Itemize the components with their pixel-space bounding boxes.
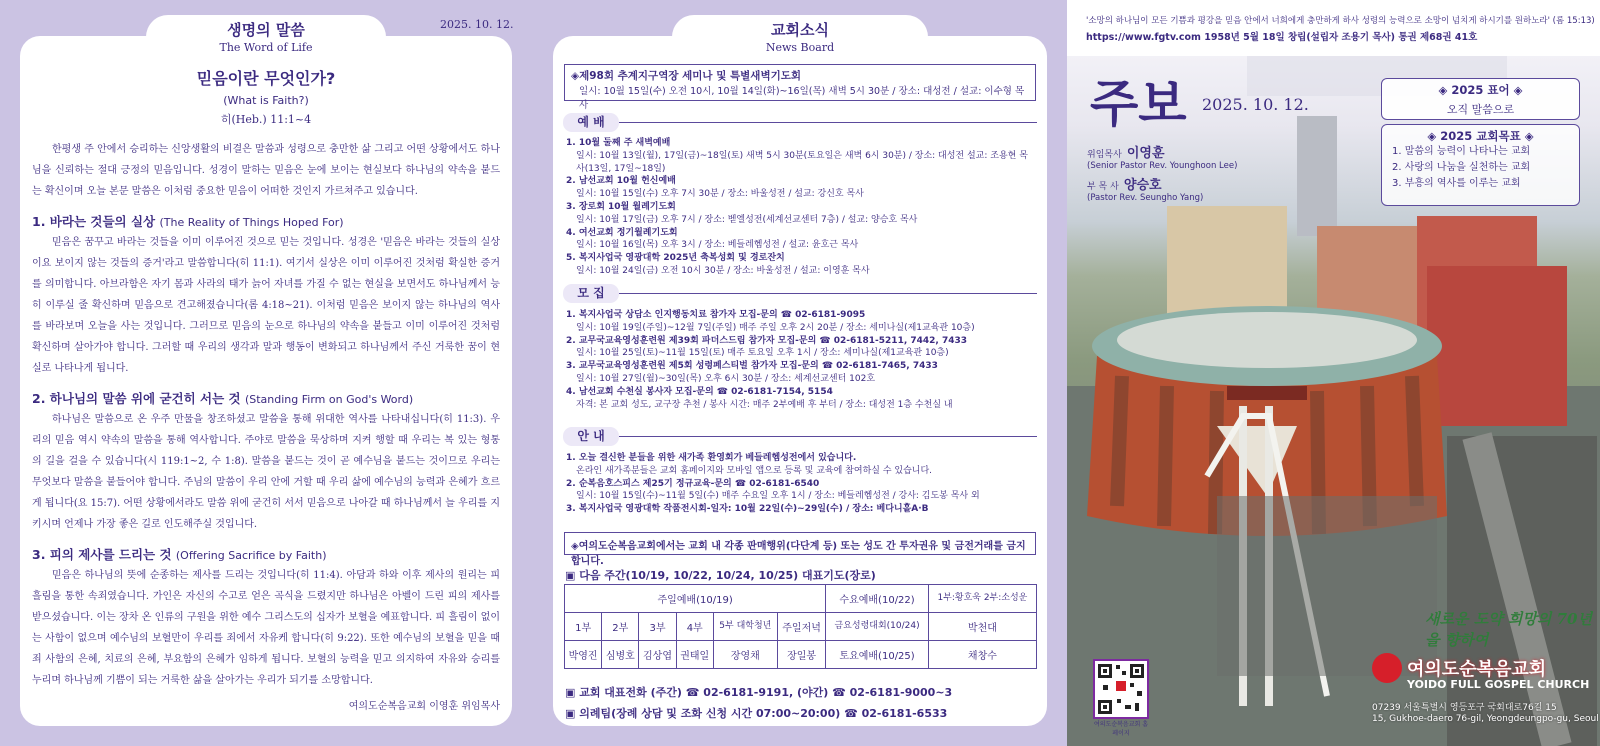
church-name-en: YOIDO FULL GOSPEL CHURCH <box>1407 678 1590 691</box>
table-cell: 1부:황호욱 2부:소성운 <box>928 585 1036 613</box>
prayer-schedule-title: ▣ 다음 주간(10/19, 10/22, 10/24, 10/25) 대표기도(장로) <box>565 569 876 582</box>
section-text-1: 믿음은 꿈꾸고 바라는 것들을 이미 이루어진 것으로 믿는 것입니다. 성경은 '믿음은 바라는 것들의 실상이요 보이지 않는 것들의 증거'라고 말씀합니다(히 11:1). 여기서 실상은 이미 이루어진 것처럼 확실한 증거를 의미합니다. 아브라함은 자기 몸과 사라의 태가 늙어 자녀를 가질 수 없는 현실을 보면서도 하나님께서 능히 이루실 줄 확신하며 믿음으로 견고해졌습니다(롬 4:18~21). 이처럼 믿음은 보이지 않는 하나님의 역사를 바라보며 오늘을 사는 것입니다. 그러므로 믿음의 눈으로 하나님의 약속을 붙들고 이미 이루어진 것처럼 확신하며 살아가야 합니다. 그러할 때 우리의 생각과 말과 행동이 변화되고 하나님께서 주신 거룩한 꿈이 현실로 나타나게 됩니다. <box>32 237 500 374</box>
goal-item: 3. 부흥의 역사를 이루는 교회 <box>1392 178 1521 189</box>
list-item: 2. 순복음호스피스 제25기 정규교육-문의 ☎ 02-6181-6540 일시: 10월 15일(수)~11월 5일(수) 매주 수요일 오후 1시 / 장소: 베들레헴성전 / 강사: 김도봉 목사 외 <box>566 478 980 502</box>
anniversary-slogan: 새로운 도약 희망의 70년을 향하여 <box>1425 610 1592 649</box>
section-heading-3: 3. 피의 제사를 드리는 것 (Offering Sacrifice by Faith) <box>32 547 327 562</box>
table-cell: 4부 <box>676 613 713 641</box>
bulletin-date: 2025. 10. 12. <box>440 18 514 31</box>
scripture-reference: 히(Heb.) 11:1~4 <box>220 113 312 126</box>
recruit-list <box>566 309 1036 411</box>
list-item: 1. 10월 둘째 주 새벽예배 일시: 10월 13일(월), 17일(금)~18일(토) 새벽 5시 30분(토요일은 새벽 6시 30분) / 장소: 대성전 설교: 조용현 목사(13일, 17일~18일) <box>566 138 1028 174</box>
table-cell: 금요성령대회(10/24) <box>826 613 929 641</box>
table-cell: 심병호 <box>602 641 639 669</box>
table-cell: 1부 <box>565 613 602 641</box>
section-heading-1: 1. 바라는 것들의 실상 (The Reality of Things Hoped For) <box>32 214 344 229</box>
list-item: 4. 여선교회 정기월례기도회 일시: 10월 16일(목) 오후 3시 / 장소: 베들레헴성전 / 설교: 윤호근 목사 <box>566 227 859 251</box>
associate-pastor-info: 부 목 사 양승호 (Pastor Rev. Seungho Yang) <box>1087 178 1204 203</box>
section-label-worship: 예 배 <box>563 113 619 132</box>
table-cell: 박영진 <box>565 641 602 669</box>
senior-pastor-info: 위임목사 이영훈 (Senior Pastor Rev. Younghoon Lee) <box>1087 146 1238 171</box>
address-korean: 07239 서울특별시 영등포구 국회대로76길 15 <box>1372 703 1557 713</box>
prayer-schedule-table <box>564 584 1037 669</box>
divider <box>619 122 1037 123</box>
section-heading-2: 2. 하나님의 말씀 위에 굳건히 서는 것 (Standing Firm on God's Word) <box>32 391 414 406</box>
church-phone-line: ▣ 교회 대표전화 (주간) ☎ 02-6181-9191, (야간) ☎ 02-6181-9000~3 <box>565 686 953 699</box>
tab-title: 교회소식 <box>771 21 829 39</box>
worship-list <box>566 137 1036 278</box>
table-cell: 김상엽 <box>639 641 676 669</box>
section-label-recruit: 모 집 <box>563 284 619 303</box>
table-cell: 장영채 <box>713 641 777 669</box>
list-item: 1. 오늘 결신한 분들을 위한 새가족 환영회가 베들레헴성전에서 있습니다. 온라인 새가족분들은 교회 홈페이지와 모바일 앱으로 등록 및 교육에 참여하실 수 있습니다. <box>566 453 933 476</box>
table-cell: 토요예배(10/25) <box>826 641 929 669</box>
qr-label: 여의도순복음교회 홈페이지 <box>1093 721 1149 737</box>
tab-title: 생명의 말씀 <box>227 21 305 39</box>
list-item: 4. 남선교회 수천실 봉사자 모집-문의 ☎ 02-6181-7154, 5154 자격: 본 교회 성도, 교구장 추천 / 봉사 시간: 매주 2부예배 후 부터 / 장소: 대성전 1층 수천실 내 <box>566 386 953 410</box>
table-cell: 권태일 <box>676 641 713 669</box>
tab-subtitle: News Board <box>765 41 835 54</box>
bulletin-date: 2025. 10. 12. <box>1202 95 1309 114</box>
table-cell: 박천대 <box>928 613 1036 641</box>
motto-box: ◈ 2025 표어 ◈ 오직 말씀으로 <box>1381 78 1580 120</box>
word-of-life-panel <box>20 36 512 726</box>
list-item: 3. 장로회 10월 월례기도회 일시: 10월 17일(금) 오후 7시 / 장소: 벧엘성전(세계선교센터 7층) / 설교: 양승호 목사 <box>566 201 918 225</box>
table-cell: 채창수 <box>928 641 1036 669</box>
divider <box>619 293 1037 294</box>
table-cell: 수요예배(10/22) <box>826 585 929 613</box>
table-cell: 주일예배(10/19) <box>565 585 826 613</box>
table-row <box>565 641 1037 669</box>
church-goals-box: ◈ 2025 교회목표 ◈ 1. 말씀의 능력이 나타나는 교회 2. 사랑의 나눔을 실천하는 교회 3. 부흥의 역사를 이루는 교회 <box>1381 124 1580 206</box>
seminar-details: 일시: 10월 15일(수) 오전 10시, 10월 14일(화)~16일(목) 새벽 5시 30분 / 장소: 대성전 / 설교: 이수형 목사 <box>579 86 1025 111</box>
divider <box>619 436 1037 437</box>
qr-code[interactable] <box>1093 659 1149 719</box>
bulletin-title: 주보 <box>1090 75 1187 133</box>
cover-header <box>1067 0 1600 56</box>
tab-subtitle: The Word of Life <box>219 41 313 54</box>
list-item: 3. 교무국교육영성훈련원 제5회 성령페스티벌 참가자 모집-문의 ☎ 02-6181-7465, 7433 일시: 10월 27일(월)~30일(목) 오후 6시 30분 / 장소: 세계선교센터 102호 <box>566 361 938 384</box>
seminar-title: ◈제98회 추계지구역장 세미나 및 특별새벽기도회 <box>571 70 802 82</box>
section-text-3: 믿음은 하나님의 뜻에 순종하는 제사를 드리는 것입니다(히 11:4). 아담과 하와 이후 제사의 원리는 피 흘림을 통한 속죄였습니다. 가인은 자신의 수고로 얻은 곡식을 드렸지만 하나님은 아벨이 드린 피의 제사를 받으셨습니다. 이는 장차 온 인류의 구원을 위한 예수 그리스도의 십자가 보혈을 예표합니다. 피 흘림이 없이는 사함이 없으며 예수님의 보혈만이 우리를 죄에서 자유케 합니다(히 9:22). 또한 예수님의 보혈을 믿을 때 죄 사함의 은혜, 치료의 은혜, 부요함의 은혜가 임하게 됩니다. 보혈의 능력을 믿고 의지하여 자유와 승리를 누리며 하나님께 기쁨이 되는 거룩한 삶을 살아가는 우리가 되기를 소망합니다. <box>32 570 500 686</box>
cover-url-line: https://www.fgtv.com 1958년 5월 18일 창립(설립자 조용기 목사) 통권 제68권 41호 <box>1086 32 1478 43</box>
table-cell: 2부 <box>602 613 639 641</box>
sermon-signature: 여의도순복음교회 이영훈 위임목사 <box>348 701 500 712</box>
list-item: 2. 교무국교육영성훈련원 제39회 파더스드림 참가자 모집-문의 ☎ 02-6181-5211, 7442, 7433 일시: 10월 25일(토)~11월 15일(토) 매주 토요일 오후 1시 / 장소: 세미나실(제1교육관 10층) <box>566 335 968 359</box>
funeral-phone-line: ▣ 의례팀(장례 상담 및 조화 신청 시간 07:00~20:00) ☎ 02-6181-6533 <box>565 707 948 720</box>
table-cell: 장일봉 <box>777 641 825 669</box>
word-of-life-tab <box>146 15 386 59</box>
sermon-title-en: (What is Faith?) <box>223 94 309 107</box>
list-item: 3. 복지사업국 영광대학 작품전시회-일자: 10월 22일(수)~29일(수) / 장소: 베다니홀A·B <box>566 504 929 515</box>
goal-item: 1. 말씀의 능력이 나타나는 교회 <box>1392 146 1531 157</box>
address-english: 15, Gukhoe-daero 76-gil, Yeongdeungpo-gu, Seoul <box>1372 714 1599 724</box>
table-row <box>565 585 1037 613</box>
seminar-notice <box>564 64 1036 111</box>
list-item: 2. 남선교회 10월 헌신예배 일시: 10월 15일(수) 오후 7시 30분 / 장소: 바울성전 / 설교: 강신호 목사 <box>566 176 864 200</box>
goal-item: 2. 사랑의 나눔을 실천하는 교회 <box>1392 162 1531 173</box>
table-cell: 주일저녁 <box>777 613 825 641</box>
table-row <box>565 613 1037 641</box>
church-name: 여의도순복음교회 <box>1407 659 1547 680</box>
table-cell: 3부 <box>639 613 676 641</box>
sermon-intro: 한평생 주 안에서 승리하는 신앙생활의 비결은 말씀과 성령으로 충만한 삶 그리고 어떤 상황에서도 하나님을 신뢰하는 절대 긍정의 믿음입니다. 성경이 말하는 믿음은 눈에 보이는 현실보다 하나님의 약속을 붙드는 확신이며 오늘 본문 말씀은 이처럼 중요한 믿음이 어떠한 것인지 가르쳐주고 있습니다. <box>32 144 500 197</box>
list-item: 5. 복지사업국 영광대학 2025년 축복성회 및 경로잔치 일시: 10월 24일(금) 오전 10시 30분 / 장소: 바울성전 / 설교: 이영훈 목사 <box>566 253 870 276</box>
qr-code-icon <box>1095 661 1147 717</box>
section-text-2: 하나님은 말씀으로 온 우주 만물을 창조하셨고 말씀을 통해 위대한 역사를 나타내십니다(히 11:3). 우리의 믿음 역시 약속의 말씀을 통해 역사합니다. 주야로 말씀을 묵상하며 지켜 행할 때 우리는 복 있는 형통의 길을 걸을 수 있습니다(시 119:1~2, 수 1:8). 말씀을 붙드는 것이 곧 예수님을 붙드는 것이므로 우리는 무엇보다 말씀을 붙들어야 합니다. 주님의 말씀이 우리 안에 거할 때 우리 삶에 예수님의 능력과 은혜가 흐르게 됩니다(요 15:7). 어떤 상황에서라도 말씀 위에 굳건히 서서 믿음으로 나아갈 때 하나님께서 늘 우리를 지키시며 언제나 가장 좋은 길로 인도해주실 것입니다. <box>32 414 500 530</box>
guide-list <box>566 452 1036 516</box>
news-board-tab <box>672 15 928 59</box>
sermon-title: 믿음이란 무엇인가? <box>196 69 336 88</box>
cover-verse: '소망의 하나님이 모든 기쁨과 평강을 믿음 안에서 너희에게 충만하게 하사 성령의 능력으로 소망이 넘치게 하시기를 원하노라' (롬 15:13) <box>1086 16 1595 26</box>
sales-prohibition-notice: ◈여의도순복음교회에서는 교회 내 각종 판매행위(다단계 등) 또는 성도 간 투자권유 및 금전거래를 금지합니다. <box>564 532 1036 555</box>
table-cell: 5부 대학청년 <box>713 613 777 641</box>
section-label-guide: 안 내 <box>563 427 619 446</box>
list-item: 1. 복지사업국 상담소 인지행동치료 참가자 모집-문의 ☎ 02-6181-9095 일시: 10월 19일(주일)~12월 7일(주일) 매주 주일 오후 2시 20분 / 장소: 세미나실(제1교육관 10층) <box>566 310 975 333</box>
church-logo-icon <box>1372 653 1402 683</box>
